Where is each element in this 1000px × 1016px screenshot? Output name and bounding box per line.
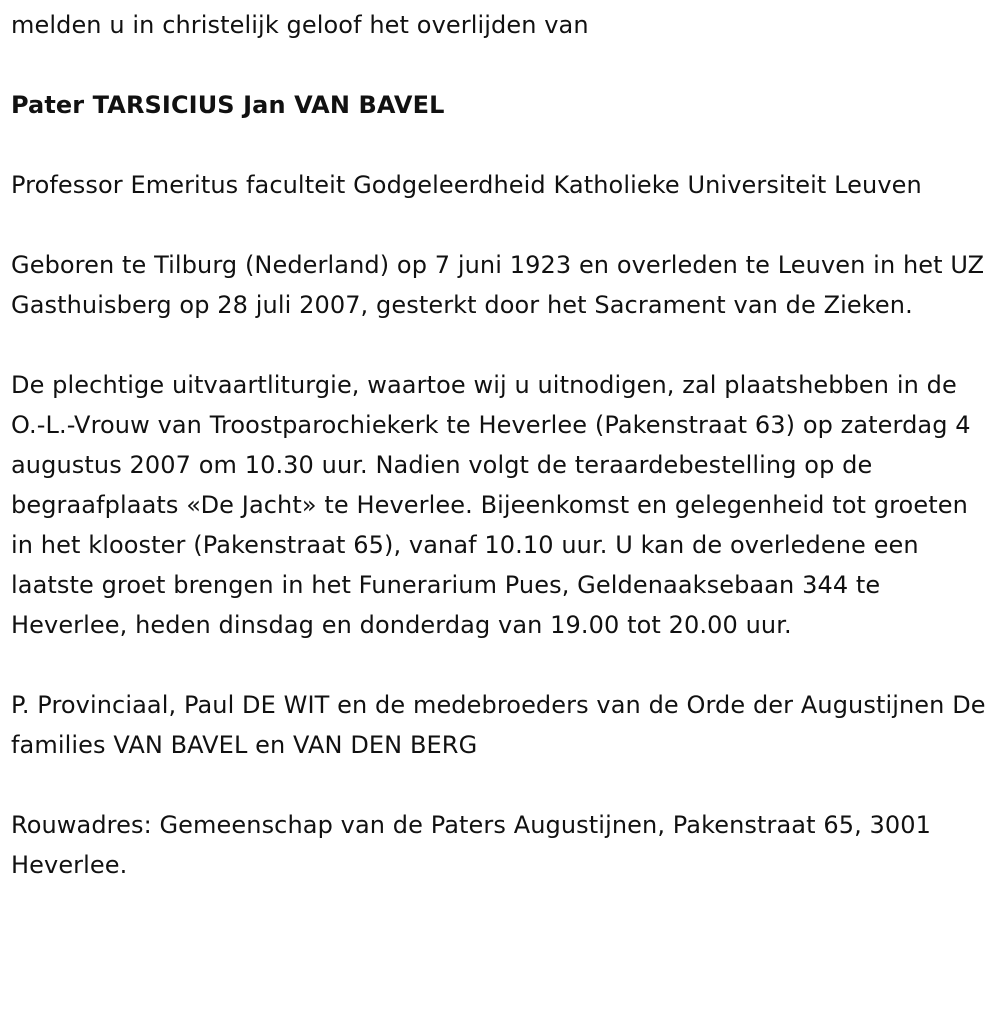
family-paragraph: P. Provinciaal, Paul DE WIT en de medebroeders van de Orde der Augustijnen De families VAN BAVEL en VAN DEN BERG	[11, 691, 986, 759]
funeral-paragraph: De plechtige uitvaartliturgie, waartoe wij u uitnodigen, zal plaatshebben in de O.-L.-Vrouw van Troostparochiekerk te Heverlee (Pakenstraat 63) op zaterdag 4 augustus 2007 om 10.30 uur. Nadien volgt de teraardebestelling op de begraafplaats «De Jacht» te Heverlee. Bijeenkomst en gelegenheid tot groeten in het klooster (Pakenstraat 65), vanaf 10.10 uur. U kan de overledene een laatste groet brengen in het Funerarium Pues, Geldenaaksebaan 344 te Heverlee, heden dinsdag en donderdag van 19.00 tot 20.00 uur.	[11, 371, 971, 639]
intro-line: melden u in christelijk geloof het overlijden van	[11, 11, 589, 39]
deceased-name: Pater TARSICIUS Jan VAN BAVEL	[11, 91, 445, 119]
mourning-address: Rouwadres: Gemeenschap van de Paters Augustijnen, Pakenstraat 65, 3001 Heverlee.	[11, 811, 932, 879]
birth-death-paragraph: Geboren te Tilburg (Nederland) op 7 juni 1923 en overleden te Leuven in het UZ Gasthuisberg op 28 juli 2007, gesterkt door het Sacrament van de Zieken.	[11, 251, 985, 319]
deceased-title: Professor Emeritus faculteit Godgeleerdheid Katholieke Universiteit Leuven	[11, 171, 922, 199]
obituary-notice	[11, 5, 993, 885]
